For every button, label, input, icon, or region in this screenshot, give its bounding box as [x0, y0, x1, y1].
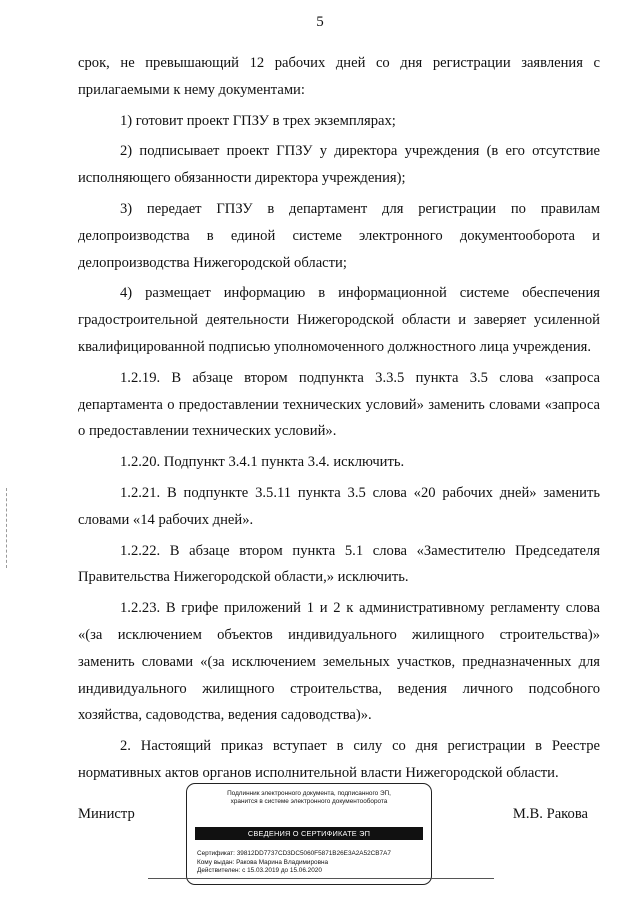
stamp-note-line-1: Подлинник электронного документа, подписанного ЭП,	[227, 790, 391, 797]
paragraph-item-3: 3) передает ГПЗУ в департамент для регистрации по правилам делопроизводства в единой системе электронного документооборота и делопроизводства Нижегородской области;	[78, 200, 600, 271]
signer-name: М.В. Ракова	[512, 806, 588, 822]
certificate-owner: Кому выдан: Ракова Марина Владимировна	[197, 858, 329, 866]
paragraph-1-2-22: 1.2.22. В абзаце втором пункта 5.1 слова «Заместителю Председателя Правительства Нижегородской области,» исключить.	[78, 542, 600, 586]
page-number: 5	[316, 14, 324, 30]
stamp-fields	[197, 850, 427, 876]
signer-position: Министр	[78, 806, 135, 822]
paragraph-item-4: 4) размещает информацию в информационной системе обеспечения градостроительной деятельности Нижегородской области и заверяет усиленной квалифицированной подписью уполномоченного должностного лица учреждения.	[78, 285, 600, 355]
footer-rule	[148, 878, 494, 879]
paragraph-continuation: срок, не превышающий 12 рабочих дней со дня регистрации заявления с прилагаемыми к нему документами:	[78, 55, 600, 98]
paragraph-item-2: 2) подписывает проект ГПЗУ у директора учреждения (в его отсутствие исполняющего обязанности директора учреждения);	[78, 143, 600, 187]
paragraph-item-1: 1) готовит проект ГПЗУ в трех экземплярах;	[120, 112, 396, 129]
paragraph-1-2-19: 1.2.19. В абзаце втором подпункта 3.3.5 пункта 3.5 слова «запроса департамента о предоставлении технических условий» заменить словами «запроса о предоставлении технических условий».	[78, 369, 600, 440]
paragraph-2-effective-date: 2. Настоящий приказ вступает в силу со дня регистрации в Реестре нормативных актов органов исполнительной власти Нижегородской области.	[78, 738, 600, 781]
electronic-signature-stamp	[186, 783, 432, 885]
stamp-note	[193, 790, 425, 807]
stamp-heading: СВЕДЕНИЯ О СЕРТИФИКАТЕ ЭП	[195, 827, 423, 840]
document-body	[78, 50, 600, 787]
paragraph-1-2-23: 1.2.23. В грифе приложений 1 и 2 к административному регламенту слова «(за исключением объектов индивидуального жилищного строительства)» заменить словами «(за исключением земельных участков, предназначенных для индивидуального жилищного строительства, ведения личного подсобного хозяйства, садоводства, ведения садоводства)».	[78, 600, 600, 724]
stamp-note-line-2: хранится в системе электронного документооборота	[230, 798, 388, 806]
certificate-serial: Сертификат: 39812DD7737CD3DC5060F5871B26E3A2A52CB7A7	[197, 850, 391, 857]
paragraph-1-2-20: 1.2.20. Подпункт 3.4.1 пункта 3.4. исключить.	[120, 454, 405, 471]
paragraph-1-2-21: 1.2.21. В подпункте 3.5.11 пункта 3.5 слова «20 рабочих дней» заменить словами «14 рабочих дней».	[78, 484, 600, 528]
margin-scan-marks	[6, 488, 9, 568]
certificate-validity: Действителен: с 15.03.2019 до 15.06.2020	[197, 867, 322, 875]
